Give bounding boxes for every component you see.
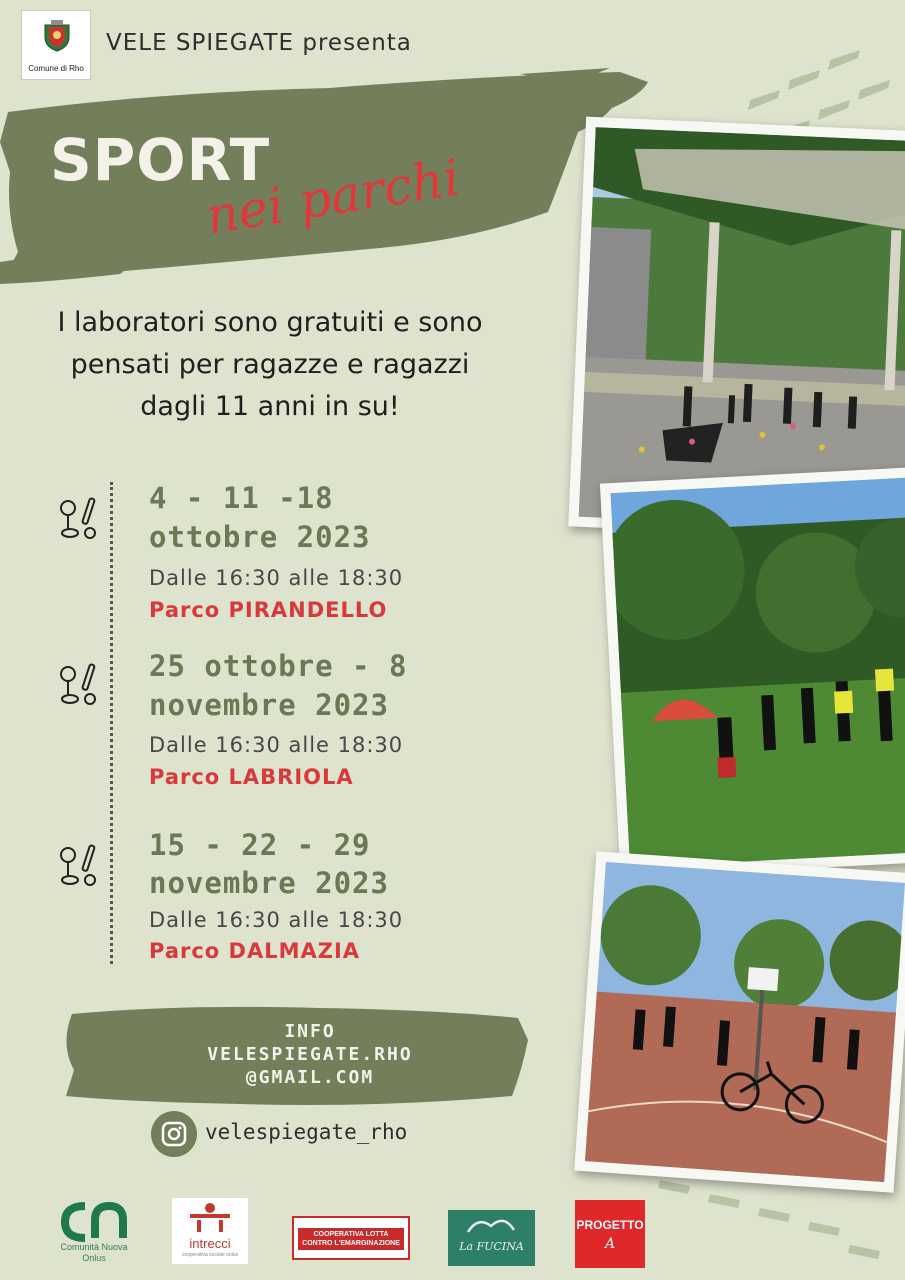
partner-la-fucina-logo [448,1210,535,1266]
intrecci-icon [172,1198,248,1234]
comunita-nuova-caption: Comunità Nuova Onlus [60,1242,128,1263]
info-label: INFO [284,1021,336,1042]
instagram-icon[interactable] [150,1110,198,1158]
event-1-date-line2: ottobre 2023 [149,520,371,554]
title-sport: SPORT [50,126,271,194]
intro-line: dagli 11 anni in su! [140,391,400,422]
coat-of-arms-icon [42,19,72,53]
progetto-a-name: PROGETTO [576,1218,644,1232]
photo-basketball-court-image [585,862,905,1182]
photo-park-game-image [610,477,905,867]
event-2-place: Parco LABRIOLA [149,765,354,789]
partner-intrecci-logo [172,1198,248,1264]
la-fucina-icon [448,1210,535,1240]
intro-line: pensati per ragazze e ragazzi [70,349,470,380]
event-1-time: Dalle 16:30 alle 18:30 [149,566,404,590]
intro-line: I laboratori sono gratuiti e sono [57,307,483,338]
event-3-time: Dalle 16:30 alle 18:30 [149,908,404,932]
event-2-date-line1: 25 ottobre - 8 [149,649,408,683]
info-email-line1[interactable]: VELESPIEGATE.RHO [207,1044,413,1065]
timeline-divider [110,482,113,964]
progetto-a-letter: A [604,1236,616,1252]
event-3-place: Parco DALMAZIA [149,939,361,963]
photo-park-game [600,467,905,878]
photo-basketball-court [574,851,905,1193]
partner-progetto-a-logo [575,1200,645,1268]
instagram-handle[interactable]: velespiegate_rho [205,1120,408,1144]
partner-cooperativa-lotta-logo [292,1216,410,1260]
intrecci-name: intrecci [189,1236,231,1251]
event-1-date-line1: 4 - 11 -18 [149,481,334,515]
comunita-nuova-icon [55,1198,133,1242]
info-block [140,1020,480,1089]
title-nei-parchi: nei parchi [202,148,464,246]
presenter-text: VELE SPIEGATE presenta [106,30,412,56]
la-fucina-name: La FUCINA [459,1240,524,1253]
sports-equipment-icon [56,662,100,706]
sports-equipment-icon [56,496,100,540]
sports-equipment-icon [56,843,100,887]
logo-caption: Comune di Rho [28,64,84,73]
intro-text [10,302,530,428]
event-3-date-line1: 15 - 22 - 29 [149,828,371,862]
event-2-time: Dalle 16:30 alle 18:30 [149,733,404,757]
info-email-line2[interactable]: @GMAIL.COM [245,1067,375,1088]
cooperativa-lotta-caption: COOPERATIVA LOTTA CONTRO L'EMARGINAZIONE [298,1228,404,1250]
event-1-place: Parco PIRANDELLO [149,598,388,622]
partner-comunita-nuova-logo [55,1198,133,1266]
event-3-date-line2: novembre 2023 [149,866,389,900]
intrecci-tagline: cooperativa sociale onlus [181,1252,239,1258]
event-2-date-line2: novembre 2023 [149,688,389,722]
